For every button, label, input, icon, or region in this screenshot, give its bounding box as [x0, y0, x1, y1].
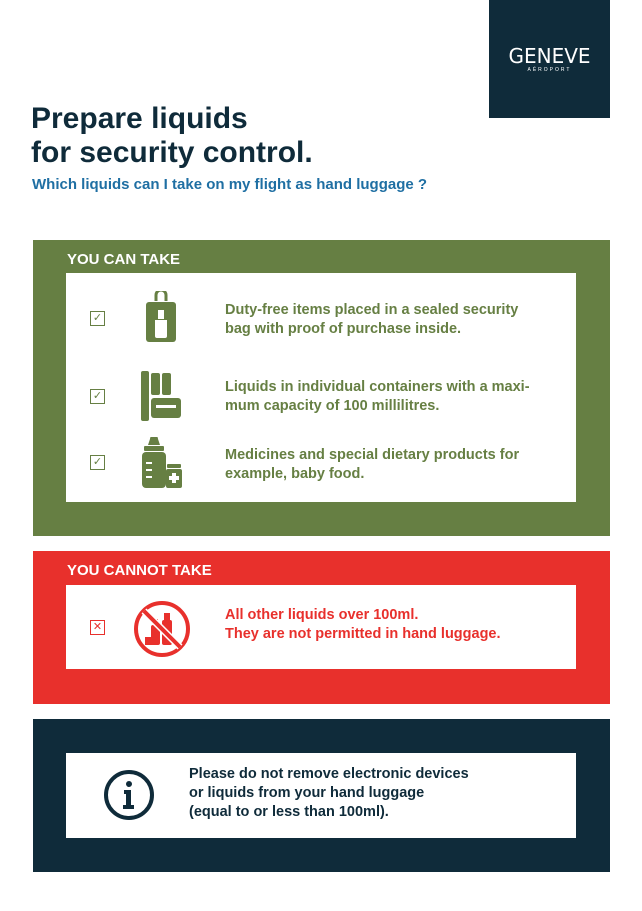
can-take-heading: YOU CAN TAKE: [67, 251, 181, 268]
list-item: [66, 597, 576, 657]
logo-subtitle: AÉROPORT: [527, 67, 572, 73]
item-text: Duty-free items placed in a sealed security bag with proof of purchase inside.: [225, 302, 519, 337]
logo: [489, 0, 610, 118]
logo-name: GENEVE: [508, 44, 591, 68]
page-subtitle: Which liquids can I take on my flight as hand luggage ?: [32, 176, 428, 193]
baby-bottle-medicine-icon: [136, 437, 186, 493]
list-item: [66, 291, 576, 351]
small-containers-icon: [136, 368, 186, 424]
list-item: [66, 437, 576, 497]
cannot-take-card: [66, 585, 576, 669]
check-icon: ✓: [90, 455, 105, 470]
can-take-card: [66, 273, 576, 502]
info-text: Please do not remove electronic devices or liquids from your hand luggage (equal to or less than 100ml).: [189, 766, 469, 820]
page-title: [31, 102, 313, 170]
cannot-take-heading: YOU CANNOT TAKE: [67, 562, 212, 579]
check-icon: ✓: [90, 389, 105, 404]
info-card: [66, 753, 576, 838]
sealed-bag-icon: [136, 291, 186, 347]
title-line-1: Prepare liquids: [31, 102, 248, 135]
cross-icon: ✕: [90, 620, 105, 635]
can-take-panel: [33, 240, 610, 536]
list-item: [66, 368, 576, 428]
item-text: Medicines and special dietary products for example, baby food.: [225, 447, 520, 482]
info-icon: [103, 769, 155, 821]
item-text: Liquids in individual containers with a maxi- mum capacity of 100 millilitres.: [225, 379, 530, 414]
check-icon: ✓: [90, 311, 105, 326]
cannot-take-panel: [33, 551, 610, 704]
info-panel: [33, 719, 610, 872]
title-line-2: for security control.: [31, 136, 313, 169]
no-liquids-icon: [132, 599, 192, 659]
item-text: All other liquids over 100ml. They are not permitted in hand luggage.: [225, 607, 501, 642]
